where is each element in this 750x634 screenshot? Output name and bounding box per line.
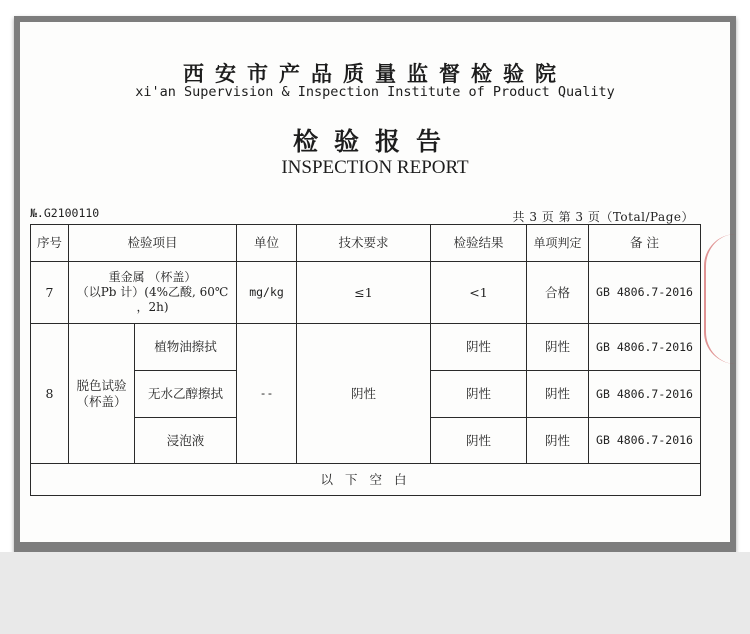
row8-unit: -- [237,324,297,464]
row7-unit: mg/kg [237,262,297,324]
institute-name-cn: 西安市产品质量监督检验院 [183,61,567,86]
row8-requirement: 阴性 [297,324,431,464]
blank-below-note: 以 下 空 白 [31,464,701,496]
row8-sub-result: 阴性 [431,371,527,418]
table-header-row [31,225,701,262]
row7-item-line3: ，2h) [136,300,169,314]
row8-item-group [69,324,135,464]
row8-item-group-line1: 脱色试验 [76,377,127,393]
row8-sub-remark: GB 4806.7-2016 [589,418,701,464]
header-remark: 备 注 [589,225,701,262]
report-title-cn: 检验报告 [292,127,457,156]
row8-sub-name: 无水乙醇擦拭 [135,371,237,418]
report-document [20,22,730,542]
report-title-en: INSPECTION REPORT [281,157,469,178]
row7-item [69,262,237,324]
page-info: 共 3 页 第 3 页（Total/Page） [512,210,694,224]
row7-judgement: 合格 [527,262,589,324]
header-index: 序号 [31,225,69,262]
row8-index: 8 [31,324,69,464]
row7-item-line2: （以Pb 计）(4%乙酸, 60℃ [76,285,229,299]
header-item: 检验项目 [69,225,237,262]
row8-sub-name: 植物油擦拭 [135,324,237,371]
row8-sub-judgement: 阴性 [527,324,589,371]
row8-sub-remark: GB 4806.7-2016 [589,324,701,371]
official-stamp [704,234,736,364]
row8-sub-result: 阴性 [431,324,527,371]
table-row [31,262,701,324]
row8-sub-name: 浸泡液 [135,418,237,464]
header-requirement: 技术要求 [297,225,431,262]
table-footer-row [31,464,701,496]
header-unit: 单位 [237,225,297,262]
row7-requirement: ≤1 [297,262,431,324]
header-result: 检验结果 [431,225,527,262]
report-number: №.G2100110 [30,206,100,220]
header-judgement: 单项判定 [527,225,589,262]
row7-remark: GB 4806.7-2016 [589,262,701,324]
table-row [31,324,701,371]
row8-sub-judgement: 阴性 [527,418,589,464]
institute-name-en: xi'an Supervision & Inspection Institute of Product Quality [135,84,615,100]
row7-result: <1 [431,262,527,324]
row8-sub-result: 阴性 [431,418,527,464]
inspection-table [30,224,701,496]
lower-background [0,552,750,634]
row8-item-group-line2: （杯盖） [76,393,127,409]
row8-sub-remark: GB 4806.7-2016 [589,371,701,418]
row7-index: 7 [31,262,69,324]
row8-sub-judgement: 阴性 [527,371,589,418]
row7-item-line1: 重金属 （杯盖） [108,270,197,284]
